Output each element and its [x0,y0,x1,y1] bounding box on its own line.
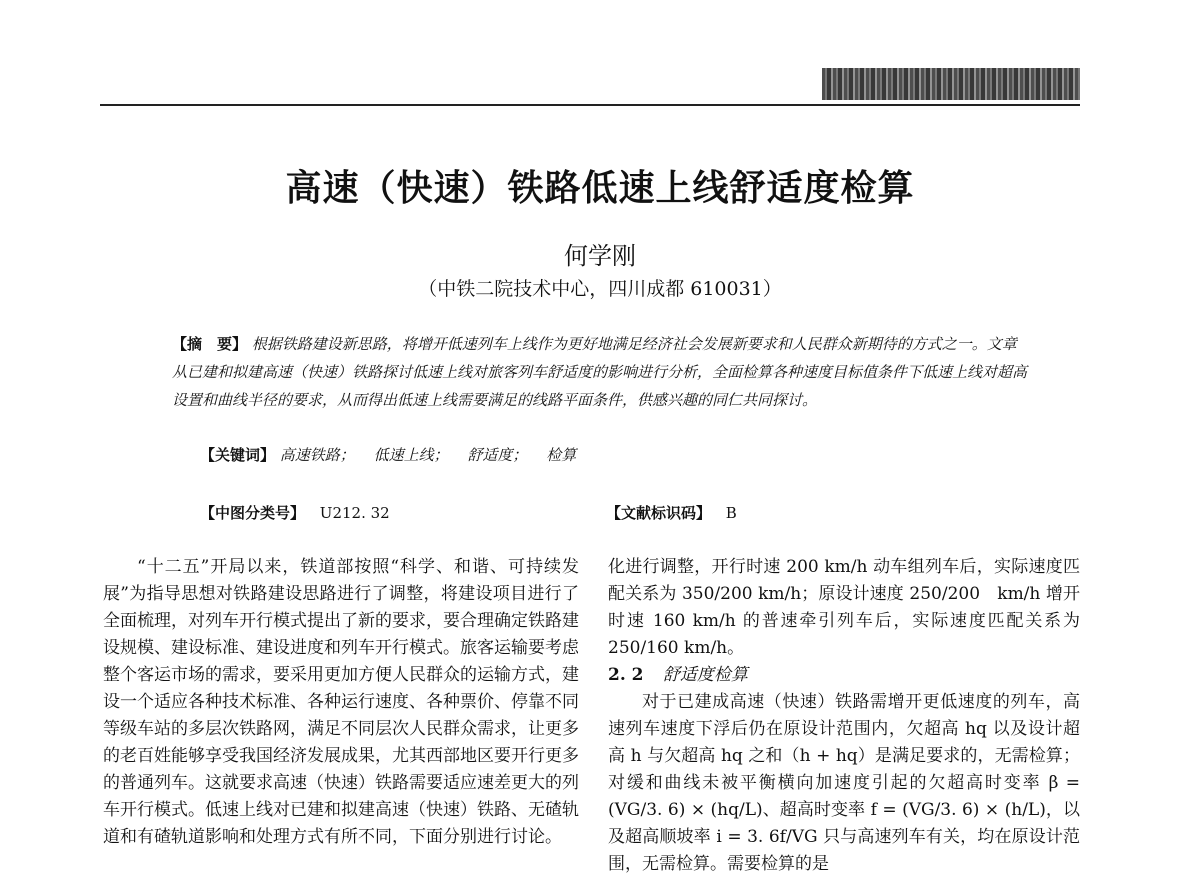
abstract-label: 【摘 要】 [172,335,248,353]
body-paragraph: 对于已建成高速（快速）铁路需增开更低速度的列车，高速列车速度下浮后仍在原设计范围内，欠超高 hq 以及设计超高 h 与欠超高 hq 之和（h + hq）是满足要求的，无需检算；对缓和曲线未被平衡横向加速度引起的欠超高时变率 β = (VG/3. 6) × (hq/L)、超高时变率 f = (VG/3. 6) × (h/L)，以及超高顺坡率 i = 3. 6f/VG 只与高速列车有关，均在原设计范围，无需检算。需要检算的是 [608,692,1080,874]
paper-title: 高速（快速）铁路低速上线舒适度检算 [285,167,915,209]
body-right-column [608,554,1080,878]
author-name: 何学刚 [564,242,636,270]
section-number: 2. 2 [608,665,644,685]
keyword: 高速铁路； [279,446,355,464]
body-paragraph: “十二五”开局以来，铁道部按照“科学、和谐、可持续发展”为指导思想对铁路建设思路进行了调整，将建设项目进行了全面梳理，对列车开行模式提出了新的要求，要合理确定铁路建设规模、建设标准、建设进度和列车开行模式。旅客运输要考虑整个客运市场的需求，要采用更加方便人民群众的运输方式，建设一个适应各种技术标准、各种运行速度、各种票价、停靠不同等级车站的多层次铁路网，满足不同层次人民群众需求，让更多的老百姓能够享受我国经济发展成果，尤其西部地区要开行更多的普通列车。这就要求高速（快速）铁路需要适应速差更大的列车开行模式。低速上线对已建和拟建高速（快速）铁路、无碴轨道和有碴轨道影响和处理方式有所不同，下面分别进行讨论。 [103,557,579,847]
clc-number [200,502,390,523]
keyword: 检算 [546,446,577,464]
keyword: 低速上线； [373,446,449,464]
document-code [606,502,737,523]
clc-label: 【中图分类号】 [200,504,306,522]
section-heading [608,662,1080,689]
doc-code-value: B [725,504,737,522]
keywords-label: 【关键词】 [200,446,276,464]
body-left-column [103,554,579,851]
doc-code-label: 【文献标识码】 [606,504,712,522]
abstract-text: 根据铁路建设新思路，将增开低速列车上线作为更好地满足经济社会发展新要求和人民群众新期待的方式之一。文章从已建和拟建高速（快速）铁路探讨低速上线对旅客列车舒适度的影响进行分析，全面检算各种速度目标值条件下低速上线对超高设置和曲线半径的要求，从而得出低速上线需要满足的线路平面条件，供感兴趣的同仁共同探讨。 [172,335,1028,409]
abstract [172,330,1030,414]
section-title: 舒适度检算 [662,665,748,685]
keyword: 舒适度； [467,446,528,464]
header-rule [100,104,1080,106]
body-paragraph: 化进行调整，开行时速 200 km/h 动车组列车后，实际速度匹配关系为 350/200 km/h；原设计速度 250/200 km/h 增开时速 160 km/h 的普速牵引列车后，实际速度匹配关系为 250/160 km/h。 [608,557,1080,658]
keywords [200,444,1030,465]
journal-banner [822,68,1080,100]
author-affiliation: （中铁二院技术中心，四川成都 610031） [418,278,782,300]
clc-value: U212. 32 [319,504,390,522]
